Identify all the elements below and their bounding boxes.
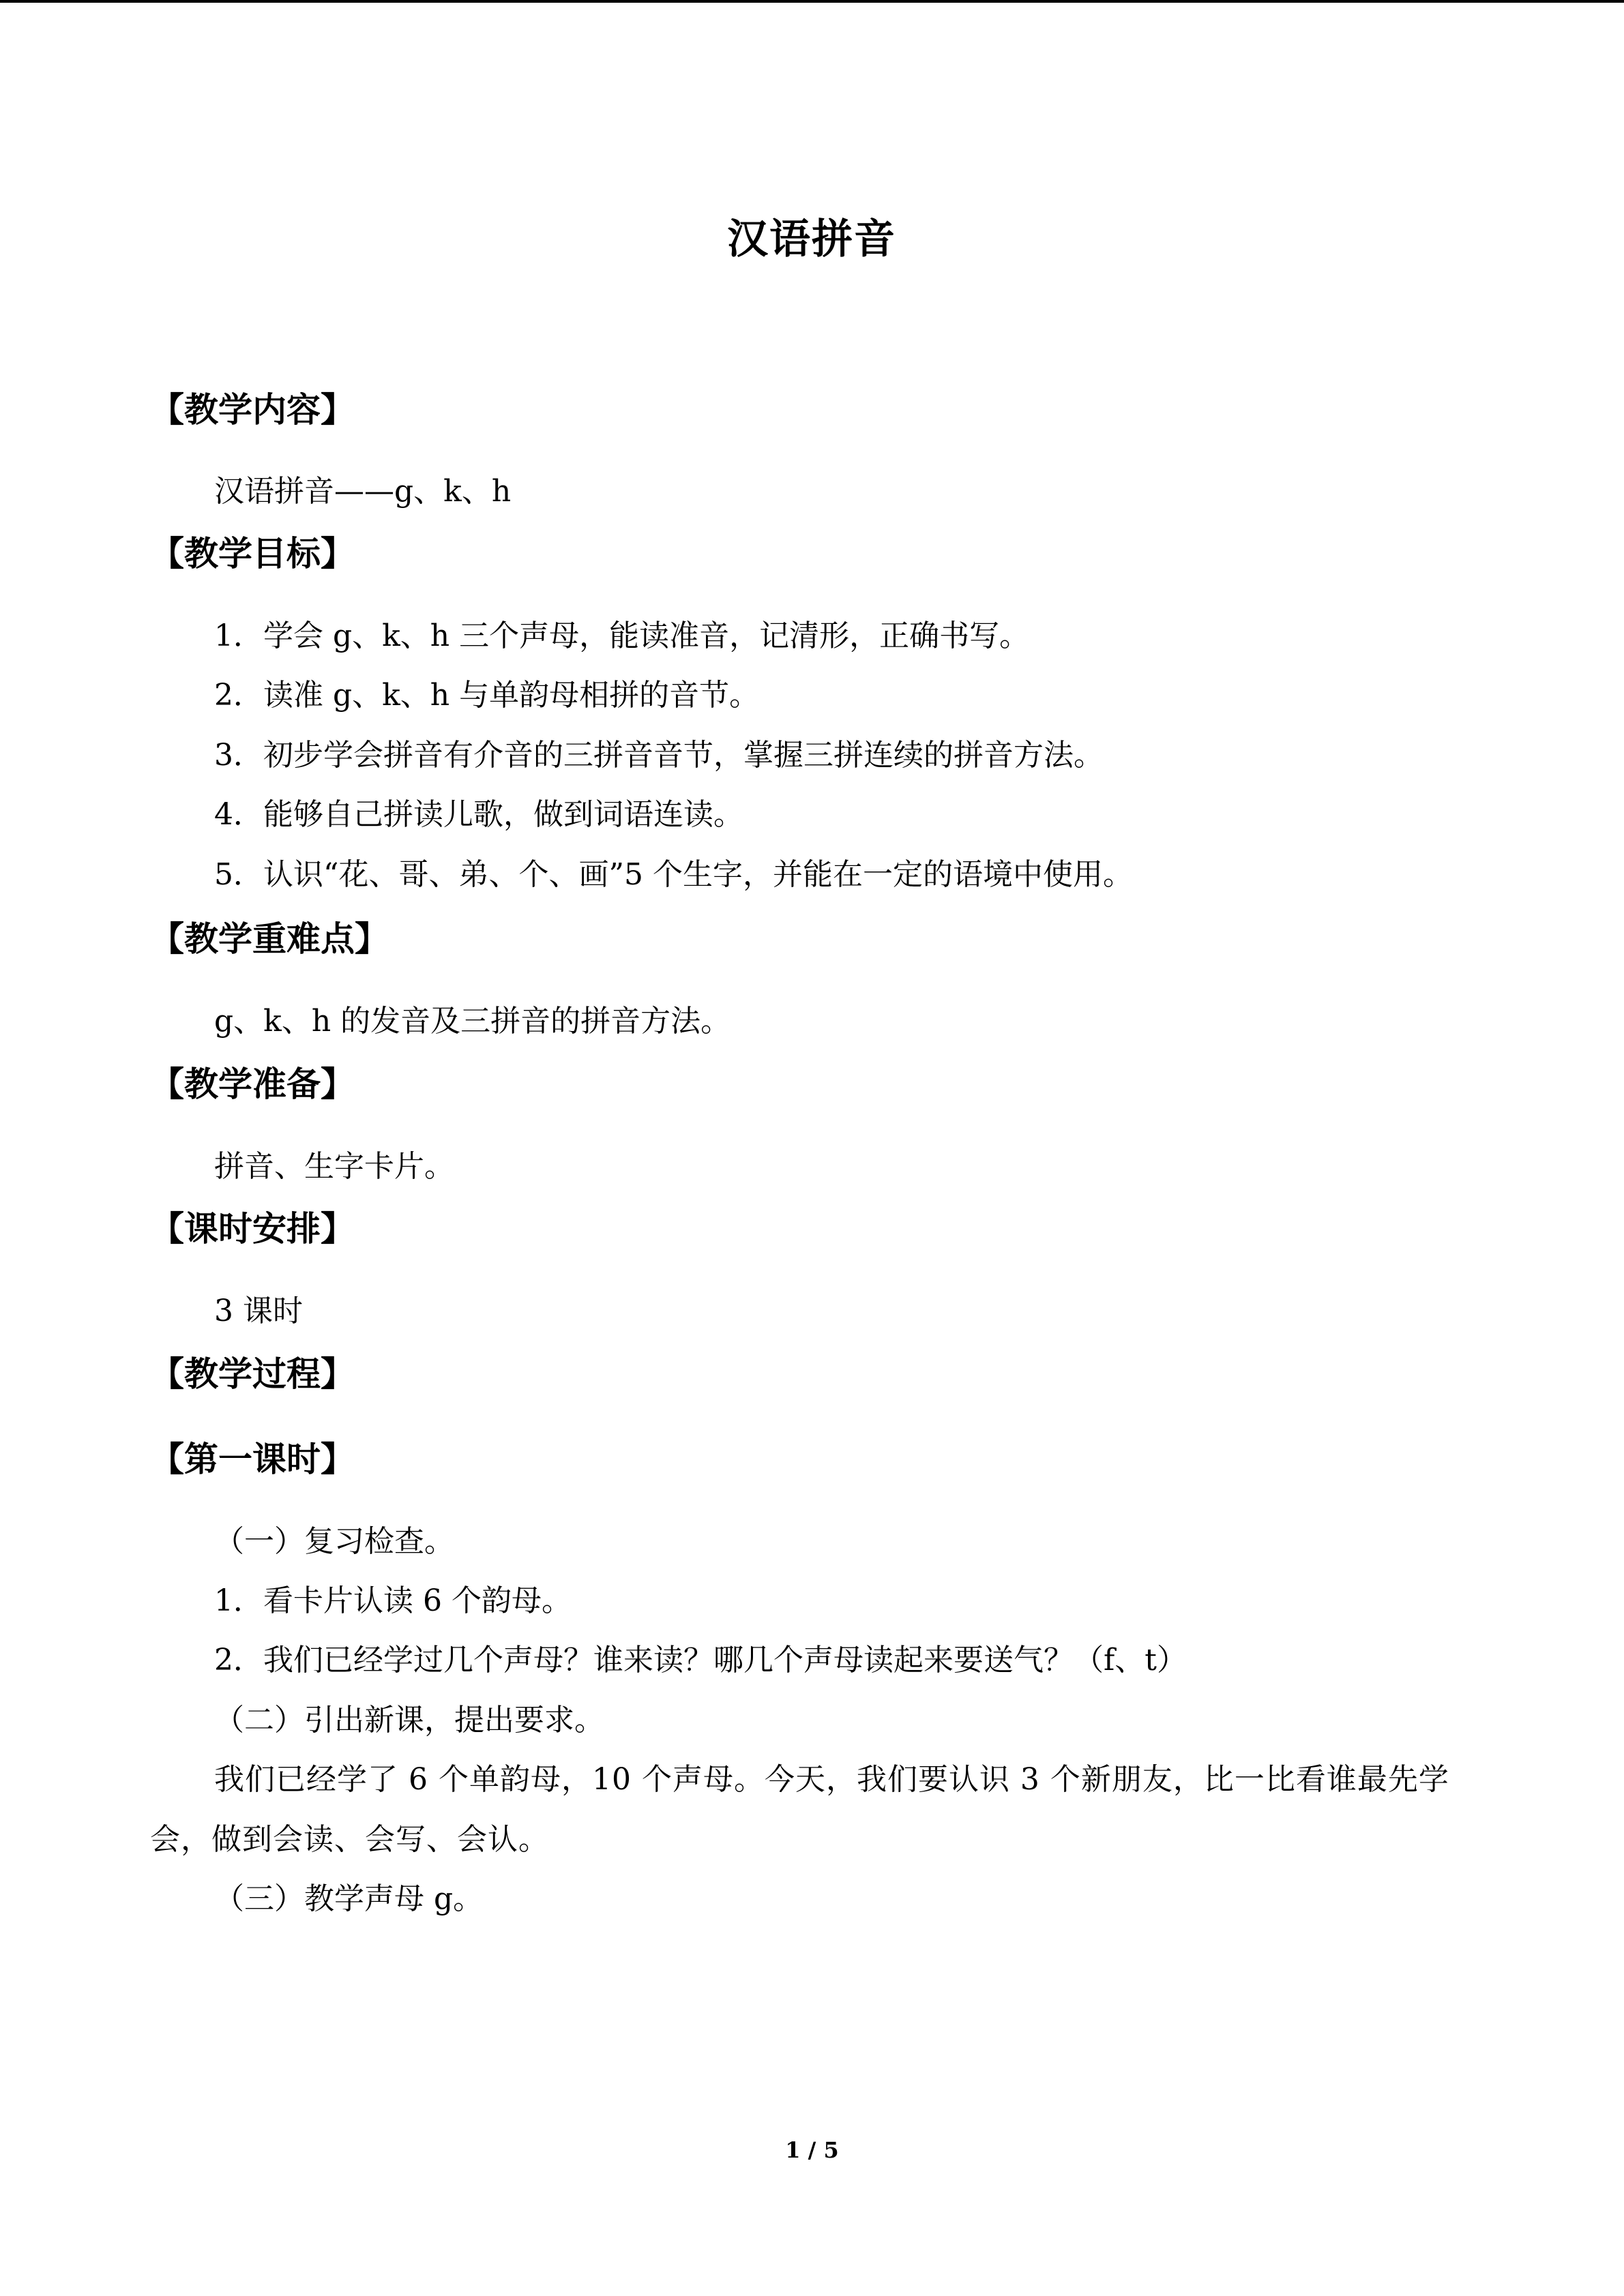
heading-teaching-process: 【教学过程】 (150, 1354, 355, 1394)
lesson1-teach-g: （三）教学声母 g。 (214, 1881, 484, 1916)
lesson1-review: （一）复习检查。 (214, 1524, 454, 1559)
heading-first-lesson: 【第一课时】 (150, 1439, 355, 1479)
heading-key-difficulties: 【教学重难点】 (150, 919, 389, 959)
objective-item-3: 3．初步学会拼音有介音的三拼音音节，掌握三拼连续的拼音方法。 (214, 738, 1104, 773)
document-page (150, 0, 1473, 2296)
objective-item-4: 4．能够自己拼读儿歌，做到词语连读。 (214, 797, 743, 832)
objective-item-1: 1．学会 g、k、h 三个声母，能读准音，记清形，正确书写。 (214, 618, 1030, 653)
objective-item-2: 2．读准 g、k、h 与单韵母相拼的音节。 (214, 678, 760, 713)
teaching-content-text: 汉语拼音——g、k、h (214, 474, 512, 509)
teaching-preparation-text: 拼音、生字卡片。 (214, 1149, 454, 1184)
class-schedule-text: 3 课时 (214, 1294, 303, 1328)
lesson1-intro-paragraph: 我们已经学了 6 个单韵母，10 个声母。今天，我们要认识 3 个新朋友，比一比看谁最先学会，做到会读、会写、会认。 (150, 1762, 1449, 1857)
heading-teaching-objectives: 【教学目标】 (150, 533, 355, 573)
lesson1-intro: （二）引出新课，提出要求。 (214, 1703, 604, 1738)
objective-item-5: 5．认识“花、哥、弟、个、画”5 个生字，并能在一定的语境中使用。 (214, 857, 1133, 892)
page-title: 汉语拼音 (727, 215, 896, 263)
heading-teaching-content: 【教学内容】 (150, 389, 355, 430)
key-difficulties-text: g、k、h 的发音及三拼音的拼音方法。 (214, 1004, 731, 1039)
lesson1-item-2: 2．我们已经学过几个声母？谁来读？哪几个声母读起来要送气？（f、t） (214, 1643, 1187, 1678)
page-number: 1 / 5 (785, 2137, 839, 2163)
lesson1-item-1: 1．看卡片认读 6 个韵母。 (214, 1583, 572, 1618)
heading-class-schedule: 【课时安排】 (150, 1208, 355, 1249)
heading-teaching-preparation: 【教学准备】 (150, 1064, 355, 1104)
